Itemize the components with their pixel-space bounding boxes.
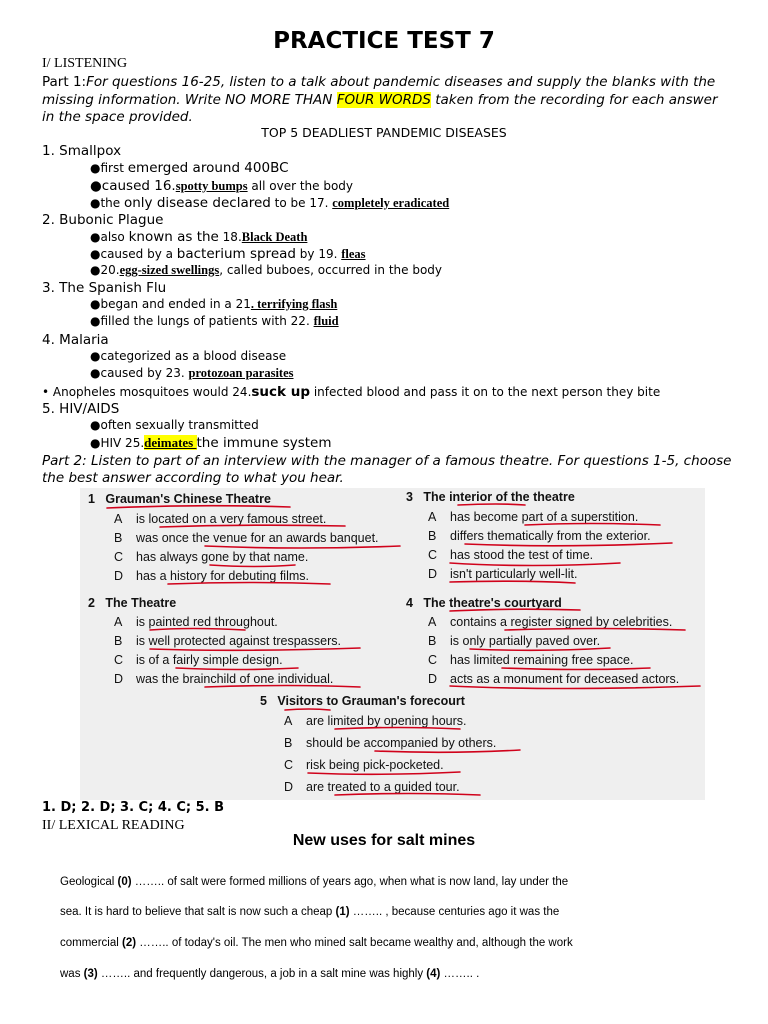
q5-option-d: D are treated to a guided tour. (284, 780, 460, 794)
answer-16: spotty bumps (175, 179, 248, 193)
part1-line2-a: missing information. Write NO MORE THAN (42, 92, 337, 108)
underline-q3-title (458, 504, 525, 505)
underline-q3-b (465, 543, 672, 546)
reading-line-4: was (3) …….. and frequently dangerous, a job in a salt mine was highly (4) …….. . (60, 968, 480, 980)
d2-bullet-3: ●20.egg-sized swellings, called buboes, occurred in the body (90, 263, 443, 277)
part1-highlight: FOUR WORDS (336, 92, 431, 108)
part1-heading: TOP 5 DEADLIEST PANDEMIC DISEASES (261, 125, 507, 140)
underline-q5-c (308, 772, 460, 774)
underline-q5-b (375, 750, 520, 752)
q4-option-d: D acts as a monument for deceased actors. (428, 672, 680, 686)
d2-bullet-1: ●also known as the 18.Black Death (90, 229, 308, 245)
q2-option-b: B is well protected against trespassers. (114, 634, 341, 648)
red-pen-underlines (80, 488, 705, 800)
underline-q3-d (450, 581, 575, 583)
underline-q4-a (505, 629, 685, 631)
reading-line-1: Geological (0) …….. of salt were formed millions of years ago, when what is now land, lay under the (60, 876, 569, 888)
q1-option-d: D has a history for debuting films. (114, 569, 309, 583)
q4-option-a: A contains a register signed by celebrities. (428, 615, 673, 629)
underline-q5-d (335, 794, 480, 796)
underline-q4-c (502, 668, 650, 670)
underline-q4-d (450, 686, 700, 689)
underline-q4-b (470, 648, 610, 650)
underline-q1-title (107, 506, 290, 508)
underline-q4-title (450, 609, 580, 611)
disease-5: 5. HIV/AIDS (42, 401, 120, 417)
answer-18: Black Death (241, 230, 308, 244)
reading-line-3: commercial (2) …….. of today's oil. The men who mined salt became wealthy and, although the work (60, 937, 573, 949)
d1-bullet-2: ●caused 16.spotty bumps all over the body (90, 178, 354, 194)
q5-title: 5 Visitors to Grauman's forecourt (260, 694, 465, 708)
underline-q3-a (525, 524, 660, 526)
q3-option-b: B differs thematically from the exterior. (428, 529, 651, 543)
q5-option-c: C risk being pick-pocketed. (284, 758, 444, 772)
q2-title: 2 The Theatre (88, 596, 177, 610)
answer-17: completely eradicated (332, 196, 450, 210)
q4-option-c: C has limited remaining free space. (428, 653, 634, 667)
q1-option-c: C has always gone by that name. (114, 550, 309, 564)
q2-option-d: D was the brainchild of one individual. (114, 672, 334, 686)
q2-option-c: C is of a fairly simple design. (114, 653, 283, 667)
reading-title: New uses for salt mines (292, 832, 476, 849)
d3-bullet-1: ●began and ended in a 21. terrifying flash (90, 297, 338, 311)
d2-bullet-2: ●caused by a bacterium spread by 19. fleas (90, 246, 366, 262)
disease-3: 3. The Spanish Flu (42, 280, 167, 296)
underline-q1-d (168, 583, 330, 585)
disease-2: 2. Bubonic Plague (42, 212, 164, 228)
answer-24: suck up (251, 384, 310, 400)
d5-bullet-2: ●HIV 25.deimates the immune system (90, 435, 332, 451)
d3-bullet-2: ●filled the lungs of patients with 22. fluid (90, 314, 339, 328)
underline-q1-c (210, 565, 295, 567)
scanned-questions (80, 488, 705, 800)
part2-instruction-line2: the best answer according to what you hear. (42, 470, 344, 486)
underline-q2-b (150, 648, 360, 650)
q2-option-a: A is painted red throughout. (114, 615, 278, 629)
section-lexical-reading: II/ LEXICAL READING (42, 818, 185, 833)
part1-line2-b: taken from the recording for each answer (430, 92, 718, 108)
d1-bullet-3: ●the only disease declared to be 17. completely eradicated (90, 195, 450, 211)
answer-25: deimates (144, 435, 197, 450)
d4-bullet-2: ●caused by 23. protozoan parasites (90, 366, 294, 380)
part1-prefix: Part 1: (42, 74, 87, 90)
underline-q5-title (285, 709, 330, 710)
part1-instruction-line3: in the space provided. (42, 109, 193, 125)
part1-instruction-line2 (42, 92, 718, 108)
q4-title: 4 The theatre's courtyard (406, 596, 562, 610)
part1-instruction-line1 (42, 74, 715, 90)
reading-line-2: sea. It is hard to believe that salt is now such a cheap (1) …….. , because centuries ago it was the (60, 906, 560, 918)
answer-22: fluid (313, 314, 339, 328)
q3-option-a: A has become part of a superstition. (428, 510, 639, 524)
d5-bullet-1: ●often sexually transmitted (90, 418, 259, 432)
disease-4: 4. Malaria (42, 332, 109, 348)
q1-title: 1 Grauman's Chinese Theatre (88, 492, 271, 506)
disease-1: 1. Smallpox (42, 143, 122, 159)
underline-q2-c (176, 668, 298, 670)
answer-20: egg-sized swellings (119, 263, 220, 277)
part2-answers: 1. D; 2. D; 3. C; 4. C; 5. B (42, 800, 225, 815)
q3-option-c: C has stood the test of time. (428, 548, 594, 562)
d4-bullet-3: • Anopheles mosquitoes would 24.suck up infected blood and pass it on to the next person they bite (42, 384, 661, 400)
underline-q3-c (450, 563, 620, 566)
d1-bullet-1: ●first emerged around 400BC (90, 160, 289, 176)
underline-q5-a (335, 728, 460, 730)
underline-q1-a (160, 525, 345, 527)
page-title: PRACTICE TEST 7 (273, 28, 495, 54)
q1-option-b: B was once the venue for an awards banquet. (114, 531, 379, 545)
section-listening: I/ LISTENING (42, 56, 128, 71)
answer-21: . terrifying flash (250, 297, 338, 311)
q3-option-d: D isn't particularly well-lit. (428, 567, 578, 581)
answer-19: fleas (341, 247, 366, 261)
q3-title: 3 The interior of the theatre (406, 490, 575, 504)
part2-instruction-line1: Part 2: Listen to part of an interview with the manager of a famous theatre. For questions 1-5, choose (42, 453, 732, 469)
q5-option-a: A are limited by opening hours. (284, 714, 467, 728)
q5-option-b: B should be accompanied by others. (284, 736, 497, 750)
underline-q1-b (205, 546, 400, 548)
underline-q2-a (150, 629, 245, 631)
part1-text: For questions 16-25, listen to a talk about pandemic diseases and supply the blanks with the (86, 74, 716, 90)
q1-option-a: A is located on a very famous street. (114, 512, 327, 526)
d4-bullet-1: ●categorized as a blood disease (90, 349, 287, 363)
answer-23: protozoan parasites (188, 366, 294, 380)
q4-option-b: B is only partially paved over. (428, 634, 601, 648)
underline-q2-d (205, 686, 360, 688)
